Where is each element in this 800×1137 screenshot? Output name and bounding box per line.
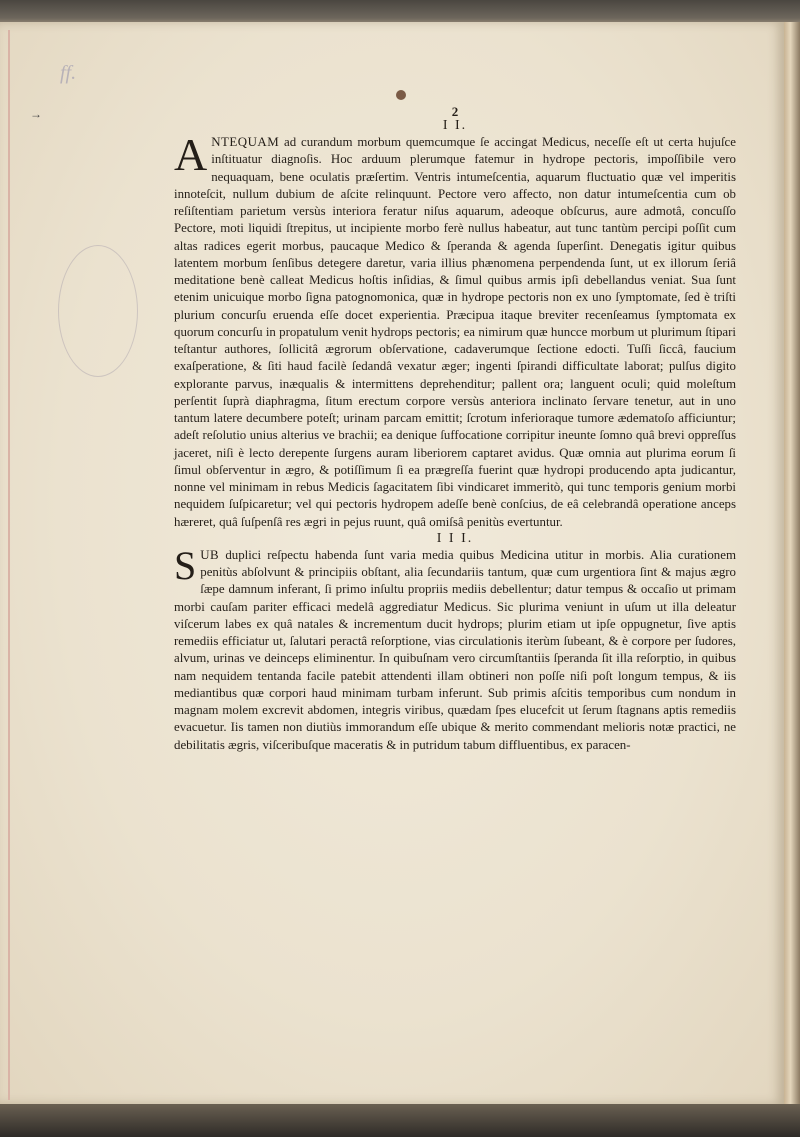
section-heading-3: I I I.: [436, 530, 474, 546]
drop-cap-initial: A: [174, 129, 208, 180]
section-heading-2: I I.: [442, 118, 468, 133]
lead-word: NTEQUAM: [211, 135, 280, 149]
page-content: [174, 106, 736, 754]
lead-word: UB: [200, 547, 220, 562]
library-stamp: [58, 245, 138, 377]
paragraph-text: duplici reſpectu habenda ſunt varia media quibus Medicina utitur in morbis. Alia curationem penitùs abſolvunt & principiis obſtant, alia ſecundariis tantum, quæ cum urgentiora ſint & majus ægro ſæpe damnum inferant, ſi primo inſultu propriis mediis debellentur; datur tempus & occaſio ut primam morbi cauſam pariter efficaci medelâ aggrediatur Medicus. Sic plurima veniunt in uſum ut illa deleatur viſcerum labes ex quâ natales & incrementum ducit hydrops; plurim etiam ut ipſe oppugnetur, ſive aptis remediis efficiatur ut, ſalutari peractâ reſorptione, vias circulationis iterùm ſubeant, & è corpore per ſudores, alvum, urinas ve deinceps eliminentur. In quibuſnam vero circumſtantiis ſperanda ſit illa reſorptio, in quibus nam nequidem tentanda facile patebit attendenti illam obtineri non poſſe niſi poſt longum tempus, & iis mediantibus quæ corpori haud minimam turbam inferunt. Sub primis aſcitis temporibus cum nondum in magnam molem excrevit abdomen, integris viribus, quædam ſpes elucefcit ut ſerum ſtagnans aptis remediis evacuetur. Iis tamen non diutiùs immorandum eſſe ubique & merito commendant melioris notæ practici, ne debilitatis ægris, viſceribuſque maceratis & in putridum tabum diffluentibus, ex paracen-: [174, 547, 736, 752]
drop-cap-initial: S: [174, 542, 197, 588]
margin-arrow-icon: →: [30, 107, 42, 121]
margin-rule: [8, 30, 10, 1100]
page-number: 2: [451, 104, 459, 119]
paragraph-section-3: [174, 542, 736, 754]
paragraph-text: ad curandum morbum quemcumque ſe accingat Medicus, neceſſe eſt ut certa hujuſce inſtituatur diagnoſis. Hoc arduum plerumque fatemur in hydrope pectoris, impoſſibile vero nequaquam, bene oculatis præſertim. Ventris intumeſcentia, aquarum fluctuatio quæ vel imperitis innoteſcit, nullum dubium de aſcite relinquunt. Pectore vero affecto, non datur intumeſcentia cum ob reſiſtentiam parietum versùs interiora feratur niſus aquarum, adeoque obſcurus, aure admotâ, concuſſo Pectore, moti liquidi ſtrepitus, ut incipiente morbo ferè nullus habeatur, aut tunc tantùm percipi poſſit cum altas radices egerit morbus, paucaque Medico & ſperanda & agenda ſuperſint. Denegatis igitur quibus latentem morbum ſenſibus detegere daretur, varia illius phænomena perpendenda ſunt, ut ex illorum ſeriâ meditatione benè calleat Medicus hoſtis inſidias, & ſimul quibus armis ipſi debellandus veniat. Sua ſunt etenim unicuique morbo ſigna patognomonica, quæ in hydrope pectoris non ex uno ſymptomate, ſed è triſti plurium concurſu eruenda eſſe docet experientia. Præcipua itaque breviter recenſeamus ſymptomata ex quorum concurſu in propatulum venit hydrops pectoris; ea nimirum quæ huncce morbum ut plurimum ſtipari teſtantur authores, ſollicitâ ægrorum obſervatione, cadaverumque ſectione edocti. Tuſſi ſiccâ, faucium exaſperatione, & ſiti haud facilè ſedandâ vexatur æger; ingenti ſpirandi difficultate laborat; pulſus digito explorante parvus, inæqualis & intermittens deprehenditur; pallent ora; languent oculi; quid moleſtum perſentit ſuprà diaphragma, ſitum erectum corpore versùs anteriora inclinato ſervare tenetur, aut in uno tantum latere decumbere poteſt; urinam parcam emittit; ſcrotum inferioraque tumore ædematoſo afficiuntur; adeſt reſolutio unius alterius ve brachii; ea denique ſuffocatione corripitur ineunte ſomno quâ brevi oppreſſus jaceret, niſi è lecto derepente ſurgens auram liberiorem captaret avidus. Quæ omnia aut plurima eorum ſi ſimul obſerventur in ægro, & potiſſimum ſi ea prægreſſa fuerint quæ hydropi producendo apta judicantur, nonne vel minimam in rebus Medicis ſagacitatem ſibi vindicaret immeritò, qui tunc temporis genium morbi nequidem ſuſpicaretur; vel qui pectoris hydropem adeſſe benè conſcius, de eâ celebrandâ operatione anceps hæreret, quâ ſuſpenſâ res ægri in pejus ruunt, quâ omiſsâ penitùs evertuntur.: [174, 135, 736, 529]
handwritten-mark: ff.: [60, 62, 77, 84]
ink-spot: [396, 90, 406, 100]
book-bottom-shadow: [0, 1104, 800, 1137]
paragraph-section-2: [174, 129, 736, 531]
page-edge: [784, 22, 800, 1104]
